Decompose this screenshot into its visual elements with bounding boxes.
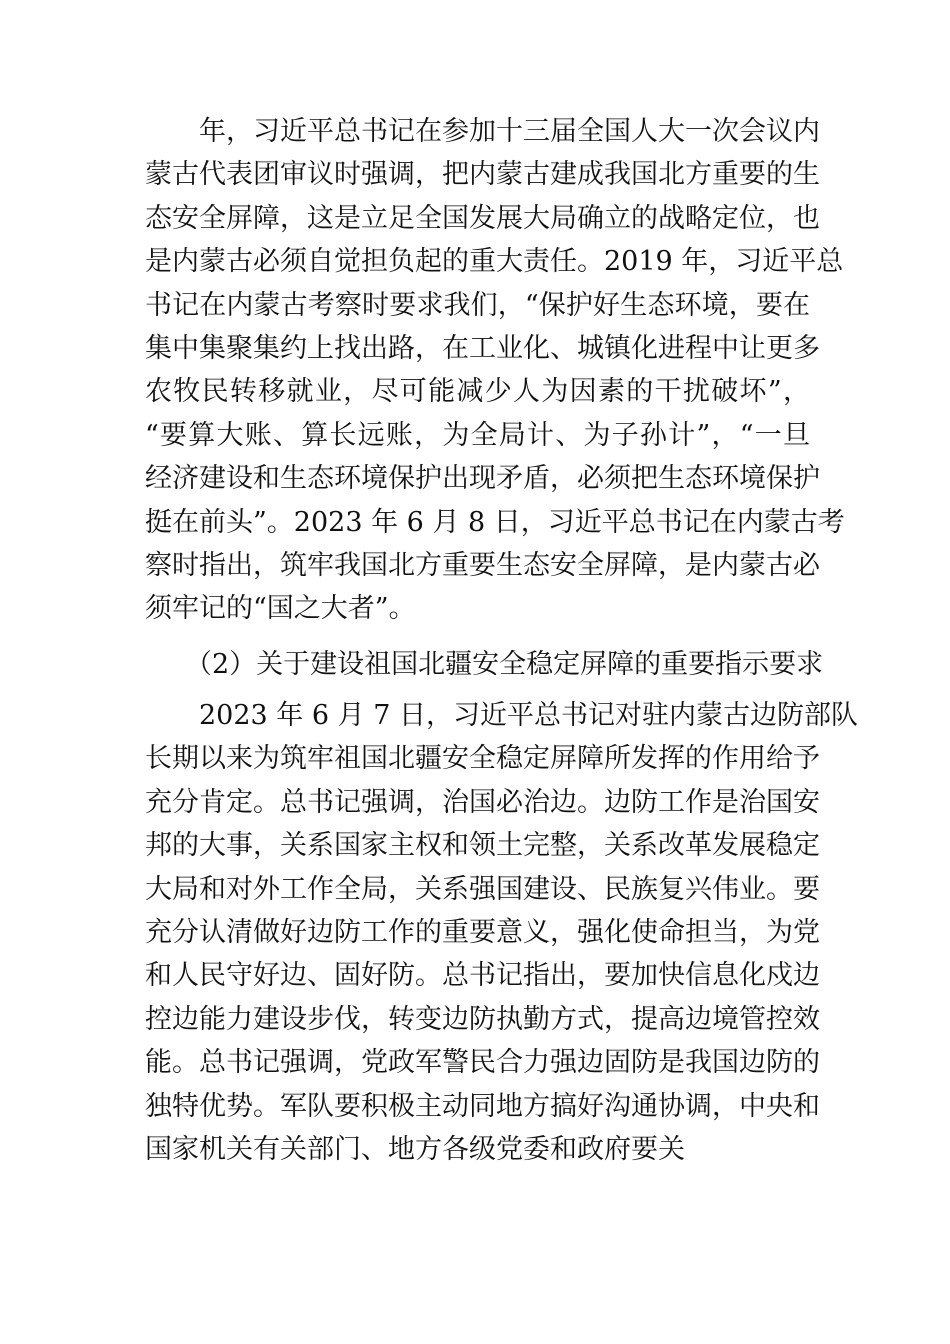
- text-line: 2023 年 6 月 7 日，习近平总书记对驻内蒙古边防部队: [199, 700, 858, 732]
- text-line: 国家机关有关部门、地方各级党委和政府要关: [145, 1133, 685, 1165]
- text-line: 蒙古代表团审议时强调，把内蒙古建成我国北方重要的生: [145, 159, 820, 191]
- text-line: 态安全屏障，这是立足全国发展大局确立的战略定位，也: [145, 202, 820, 234]
- text-line: 是内蒙古必须自觉担负起的重大责任。2019 年，习近平总: [145, 246, 844, 278]
- text-line: 长期以来为筑牢祖国北疆安全稳定屏障所发挥的作用给予: [145, 743, 820, 775]
- text-line: 充分认清做好边防工作的重要意义，强化使命担当，为党: [145, 917, 820, 949]
- text-line: 察时指出，筑牢我国北方重要生态安全屏障，是内蒙古必: [145, 549, 820, 581]
- paragraph-ecological-barrier: [145, 110, 845, 631]
- text-line: 经济建设和生态环境保护出现矛盾，必须把生态环境保护: [145, 463, 820, 495]
- text-line: 挺在前头”。2023 年 6 月 8 日，习近平总书记在内蒙古考: [145, 506, 845, 538]
- text-line: 充分肯定。总书记强调，治国必治边。边防工作是治国安: [145, 786, 820, 818]
- text-line: 控边能力建设步伐，转变边防执勤方式，提高边境管控效: [145, 1003, 820, 1035]
- section-heading: （2）关于建设祖国北疆安全稳定屏障的重要指示要求: [185, 648, 824, 680]
- text-line: 农牧民转移就业，尽可能减少人为因素的干扰破坏”，: [145, 376, 810, 408]
- text-line: 集中集聚集约上找出路，在工业化、城镇化进程中让更多: [145, 332, 820, 364]
- text-line: 邦的大事，关系国家主权和领土完整，关系改革发展稳定: [145, 830, 820, 862]
- paragraph-security-barrier: [145, 694, 858, 1171]
- text-line: 独特优势。军队要积极主动同地方搞好沟通协调，中央和: [145, 1090, 820, 1122]
- document-body: [145, 110, 858, 1171]
- text-line: 能。总书记强调，党政军警民合力强边固防是我国边防的: [145, 1047, 820, 1079]
- text-line: 书记在内蒙古考察时要求我们，“保护好生态环境，要在: [145, 289, 810, 321]
- text-line: 和人民守好边、固好防。总书记指出，要加快信息化戍边: [145, 960, 820, 992]
- text-line: 年，习近平总书记在参加十三届全国人大一次会议内: [199, 116, 820, 147]
- text-line: 须牢记的“国之大者”。: [145, 593, 416, 625]
- text-line: 大局和对外工作全局，关系强国建设、民族复兴伟业。要: [145, 873, 820, 905]
- text-line: “要算大账、算长远账，为全局计、为子孙计”，“一旦: [145, 419, 810, 451]
